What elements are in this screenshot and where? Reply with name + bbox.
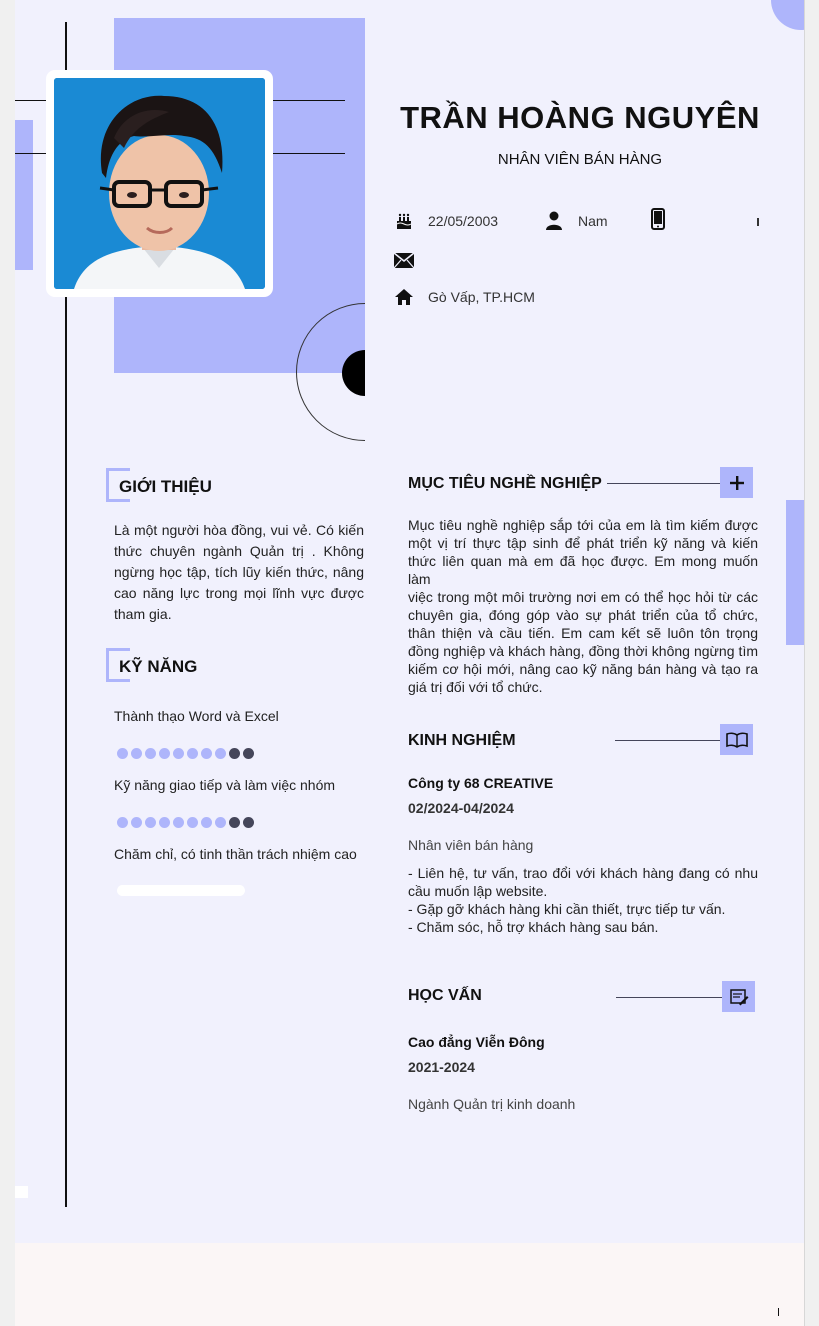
rating-dot-empty	[243, 817, 254, 828]
text-cursor-mark	[757, 218, 759, 226]
duty-line: cầu muốn lập website.	[408, 883, 548, 899]
rating-dot	[145, 817, 156, 828]
rating-dot-empty	[243, 748, 254, 759]
skill-label: Thành thạo Word và Excel	[114, 708, 279, 724]
duty-line: - Liên hệ, tư vấn, trao đổi với khách hàng đang có nhu	[408, 865, 758, 881]
rating-dot	[131, 817, 142, 828]
rating-dot	[159, 817, 170, 828]
cake-icon	[393, 211, 415, 231]
job-title: NHÂN VIÊN BÁN HÀNG	[497, 151, 663, 168]
book-icon	[720, 724, 753, 755]
rating-dot	[173, 748, 184, 759]
objective-line: chuyên gia, đóng góp vào sự phát triển của tổ chức,	[408, 607, 758, 623]
corner-decoration	[771, 0, 805, 30]
rating-dot	[145, 748, 156, 759]
rating-dot	[187, 817, 198, 828]
section-rule	[616, 997, 722, 998]
intro-line: cao năng lực trong mọi lĩnh vực được	[114, 585, 364, 601]
rating-dot-empty	[229, 817, 240, 828]
duty-line: - Chăm sóc, hỗ trợ khách hàng sau bán.	[408, 919, 659, 935]
rating-dot	[201, 817, 212, 828]
objective-line: giá trị đối với tổ chức.	[408, 679, 543, 695]
profile-photo	[54, 78, 265, 289]
cv-page	[15, 0, 805, 1243]
birthday-value: 22/05/2003	[428, 213, 499, 229]
objective-title: MỤC TIÊU NGHỀ NGHIỆP	[408, 475, 602, 492]
rating-dot	[117, 748, 128, 759]
phone-row	[647, 209, 682, 229]
user-icon	[543, 211, 565, 231]
objective-line: việc trong một môi trường nơi em có thể học hỏi từ các	[408, 589, 758, 605]
skill-rating	[117, 748, 254, 759]
company-name: Công ty 68 CREATIVE	[408, 775, 554, 791]
certificate-icon	[722, 981, 755, 1012]
duty-line: - Gặp gỡ khách hàng khi cần thiết, trực tiếp tư vấn.	[408, 901, 726, 917]
birthday-row	[393, 211, 498, 231]
experience-duties	[408, 864, 758, 936]
gender-row	[543, 211, 608, 231]
intro-line: Là một người hòa đồng, vui vẻ. Có kiến	[114, 522, 364, 538]
skills-title: KỸ NĂNG	[119, 657, 198, 676]
home-icon	[393, 287, 415, 307]
envelope-icon	[393, 250, 415, 270]
objective-line: thân thiện và cầu tiến. Em cam kết sẽ luôn tôn trọng	[408, 625, 758, 641]
rating-dot	[201, 748, 212, 759]
portrait-illustration	[54, 78, 265, 289]
rating-dot	[131, 748, 142, 759]
skill-rating-blank	[117, 885, 245, 896]
objective-line: thức liên quan mà em đã học được. Em mong muốn làm	[408, 553, 758, 587]
education-period: 2021-2024	[408, 1059, 475, 1075]
corner-mark	[15, 1186, 28, 1198]
school-name: Cao đẳng Viễn Đông	[408, 1034, 545, 1050]
objective-line: kiếm cơ hội mới, nâng cao kỹ năng bán hàng và tạo ra	[408, 661, 758, 677]
gender-value: Nam	[578, 213, 608, 229]
intro-title: GIỚI THIỆU	[119, 477, 212, 496]
rating-dot	[215, 748, 226, 759]
objective-line: đồng nghiệp và khách hàng, đồng thời không ngừng tìm	[408, 643, 758, 659]
education-major: Ngành Quản trị kinh doanh	[408, 1096, 576, 1112]
education-title: HỌC VẤN	[408, 987, 482, 1004]
experience-period: 02/2024-04/2024	[408, 800, 514, 816]
address-row	[393, 287, 535, 307]
plus-icon	[720, 467, 753, 498]
rating-dot	[159, 748, 170, 759]
experience-title: KINH NGHIỆM	[408, 732, 516, 749]
objective-line: một vị trí thực tập sinh để phát triển kỹ năng và kiến	[408, 535, 758, 551]
profile-photo-frame	[46, 70, 273, 297]
address-value: Gò Vấp, TP.HCM	[428, 289, 535, 305]
intro-text	[114, 520, 364, 625]
section-rule	[615, 740, 720, 741]
rating-dot-empty	[229, 748, 240, 759]
section-rule	[607, 483, 720, 484]
rating-dot	[117, 817, 128, 828]
next-page-area	[15, 1243, 805, 1326]
candidate-name: TRẦN HOÀNG NGUYÊN	[400, 100, 760, 135]
objective-text	[408, 516, 758, 696]
experience-role: Nhân viên bán hàng	[408, 837, 534, 853]
text-cursor-mark	[778, 1308, 779, 1316]
skill-label: Kỹ năng giao tiếp và làm việc nhóm	[114, 777, 336, 793]
email-row	[393, 250, 428, 270]
intro-line: tham gia.	[114, 606, 172, 622]
rating-dot	[173, 817, 184, 828]
objective-line: Mục tiêu nghề nghiệp sắp tới của em là tìm kiếm được	[408, 517, 758, 533]
phone-icon	[647, 209, 669, 229]
right-accent-strip	[786, 500, 804, 645]
skill-label: Chăm chỉ, có tinh thần trách nhiệm cao	[114, 846, 357, 862]
intro-line: thức chuyên ngành Quản trị . Không	[114, 543, 364, 559]
rating-dot	[187, 748, 198, 759]
rating-dot	[215, 817, 226, 828]
skill-rating	[117, 817, 254, 828]
left-accent-strip	[15, 120, 33, 270]
intro-line: ngừng học tập, tích lũy kiến thức, nâng	[114, 564, 364, 580]
